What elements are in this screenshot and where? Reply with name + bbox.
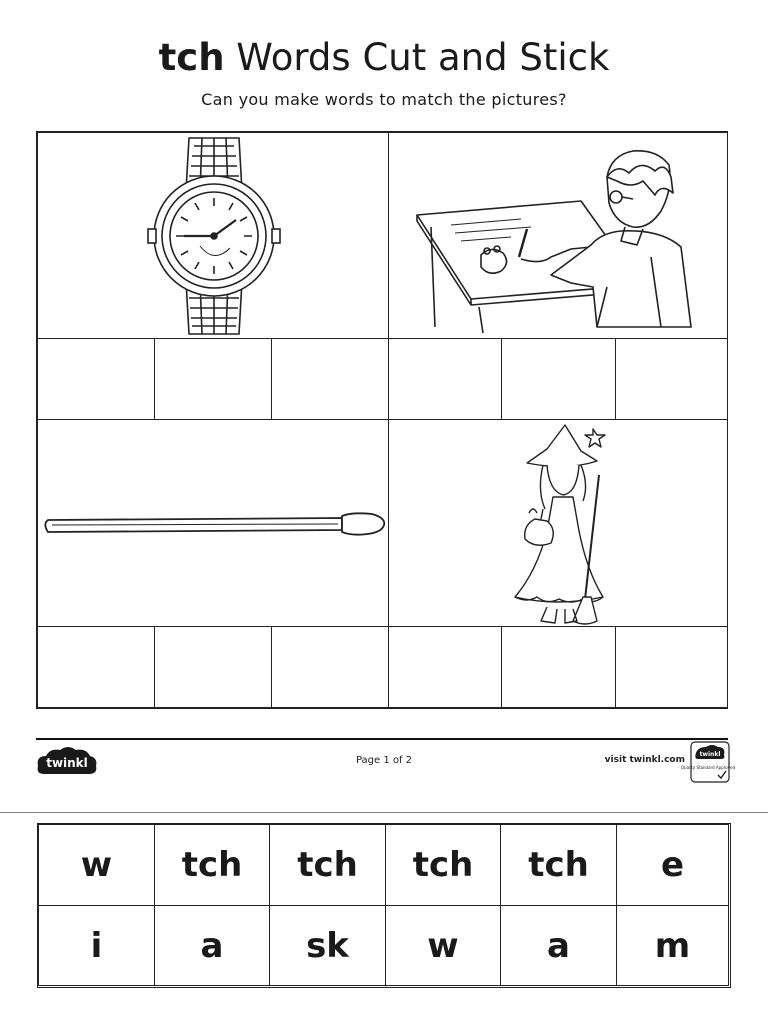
letter-tile[interactable]: e xyxy=(616,824,729,906)
answer-box[interactable] xyxy=(615,626,728,708)
twinkl-logo xyxy=(36,744,98,778)
answer-box[interactable] xyxy=(501,338,616,420)
picture-cell-witch xyxy=(388,419,728,627)
letter-tile[interactable]: a xyxy=(154,905,270,986)
letter-tile[interactable]: a xyxy=(500,905,617,986)
answer-box[interactable] xyxy=(615,338,728,420)
witch-icon xyxy=(507,421,617,627)
answer-box[interactable] xyxy=(271,338,389,420)
answer-box[interactable] xyxy=(388,338,502,420)
footer-divider xyxy=(36,738,728,740)
letter-tile[interactable]: tch xyxy=(500,824,617,906)
letter-tile[interactable]: i xyxy=(38,905,155,986)
page-title xyxy=(0,34,768,82)
answer-box[interactable] xyxy=(388,626,502,708)
letter-tile[interactable]: tch xyxy=(154,824,270,906)
letter-tile[interactable]: w xyxy=(385,905,501,986)
quality-badge-icon xyxy=(680,741,736,783)
matchstick-icon xyxy=(42,506,388,546)
answer-box[interactable] xyxy=(154,338,272,420)
logo-text: twinkl xyxy=(46,756,88,770)
picture-cell-sketch xyxy=(388,132,728,339)
watch-icon xyxy=(144,136,284,336)
answer-box[interactable] xyxy=(37,626,155,708)
answer-box[interactable] xyxy=(154,626,272,708)
answer-box[interactable] xyxy=(271,626,389,708)
letter-tiles xyxy=(37,823,731,988)
answer-box[interactable] xyxy=(37,338,155,420)
title-rest: Words Cut and Stick xyxy=(224,36,610,79)
subtitle: Can you make words to match the pictures? xyxy=(201,90,567,109)
letter-tile[interactable]: tch xyxy=(385,824,501,906)
letter-tile[interactable]: tch xyxy=(269,824,386,906)
picture-grid xyxy=(36,131,728,709)
visit-link[interactable]: visit twinkl.com xyxy=(604,755,685,765)
cut-line xyxy=(0,812,768,813)
picture-cell-watch xyxy=(37,132,389,339)
letter-tile[interactable]: w xyxy=(38,824,155,906)
page-number: Page 1 of 2 xyxy=(355,755,413,766)
badge-text: Quality Standard Approved xyxy=(680,765,736,770)
picture-cell-match xyxy=(37,419,389,627)
letter-tile[interactable]: m xyxy=(616,905,729,986)
boy-sketching-icon xyxy=(411,137,711,337)
badge-brand: twinkl xyxy=(699,751,721,758)
letter-tile[interactable]: sk xyxy=(269,905,386,986)
title-bold: tch xyxy=(158,36,225,79)
answer-box[interactable] xyxy=(501,626,616,708)
